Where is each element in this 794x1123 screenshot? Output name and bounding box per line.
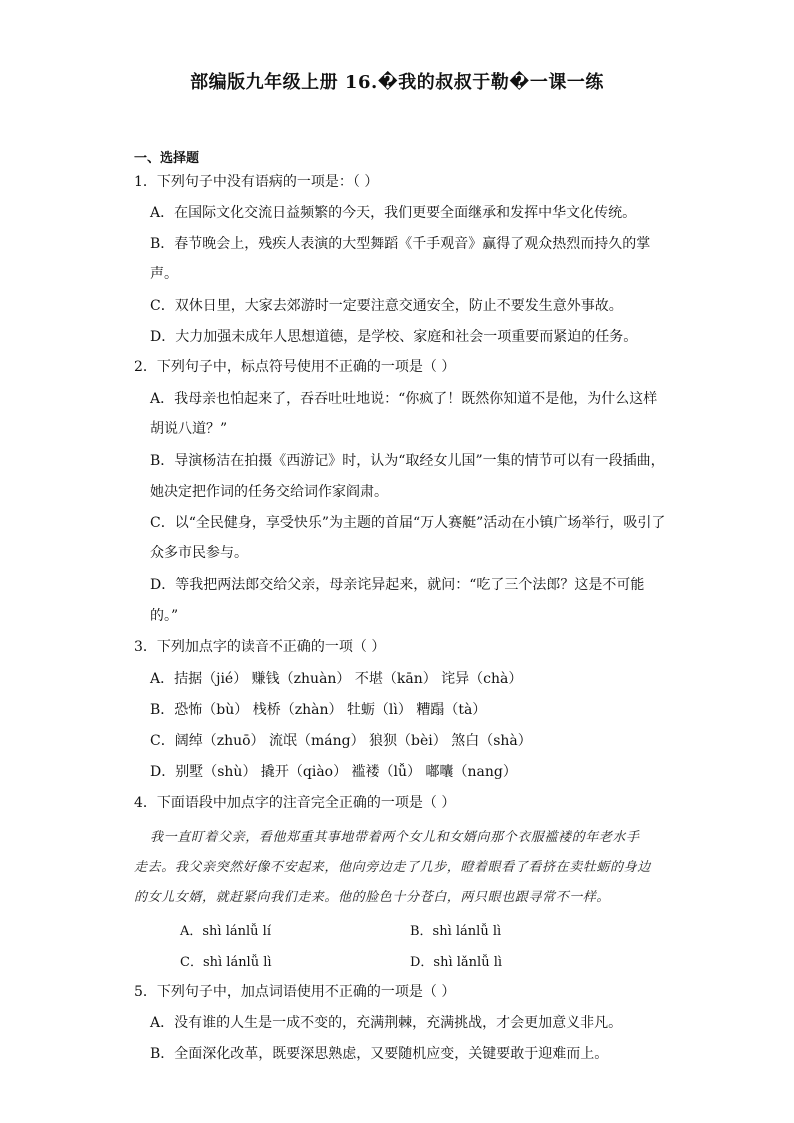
- question-2-option-c: C．以“全民健身，享受快乐”为主题的首届“万人赛艇”活动在小镇广场举行，吸引了: [150, 515, 666, 531]
- question-1-stem: 1．下列句子中没有语病的一项是：（ ）: [134, 174, 379, 190]
- question-2-option-b-cont: 她决定把作词的任务交给词作家阎肃。: [150, 484, 388, 500]
- question-3-stem: 3．下列加点字的读音不正确的一项（ ）: [134, 639, 386, 655]
- section-heading: 一、选择题: [134, 151, 200, 166]
- question-3-option-c: C．阔绰（zhuō） 流氓（máng） 狼狈（bèi） 煞白（shà）: [150, 733, 532, 749]
- question-4-option-d: D．shì lǎnlǚ lì: [410, 955, 503, 970]
- question-1-option-d: D．大力加强未成年人思想道德，是学校、家庭和社会一项重要而紧迫的任务。: [150, 329, 638, 345]
- question-2-option-d-cont: 的。”: [150, 608, 179, 624]
- question-3-option-a: A．拮据（jié） 赚钱（zhuàn） 不堪（kān） 诧异（chà）: [150, 671, 523, 687]
- question-1-option-c: C．双休日里，大家去郊游时一定要注意交通安全，防止不要发生意外事故。: [150, 298, 623, 314]
- question-2-option-c-cont: 众多市民参与。: [150, 545, 248, 561]
- question-4-option-b: B．shì lánlǚ lì: [410, 924, 502, 939]
- question-2-option-b: B．导演杨洁在拍摄《西游记》时，认为“取经女儿国”一集的情节可以有一段插曲，: [150, 453, 665, 469]
- question-2-option-d: D．等我把两法郎交给父亲，母亲诧异起来，就问：“吃了三个法郎？这是不可能: [150, 577, 645, 593]
- page-title: 部编版九年级上册 16.�我的叔叔于勒�一课一练: [190, 72, 604, 93]
- question-4-passage-line-1: 我一直盯着父亲，看他郑重其事地带着两个女儿和女婿向那个衣服褴褛的年老水手: [150, 830, 640, 845]
- question-3-option-d: D．别墅（shù） 撬开（qiào） 褴褛（lǚ） 嘟囔（nang）: [150, 764, 517, 780]
- question-1-option-a: A．在国际文化交流日益频繁的今天，我们更要全面继承和发挥中华文化传统。: [150, 205, 637, 221]
- question-2-option-a-cont: 胡说八道？”: [150, 421, 228, 437]
- question-4-stem: 4．下面语段中加点字的注音完全正确的一项是（ ）: [134, 795, 456, 811]
- question-4-option-c: C．shì lánlǚ lì: [180, 955, 272, 970]
- question-2-stem: 2．下列句子中，标点符号使用不正确的一项是（ ）: [134, 359, 456, 375]
- question-5-option-b: B．全面深化改革，既要深思熟虑，又要随机应变，关键要敢于迎难而上。: [150, 1046, 609, 1062]
- question-5-option-a: A．没有谁的人生是一成不变的，充满荆棘，充满挑战，才会更加意义非凡。: [150, 1015, 623, 1031]
- question-5-stem: 5．下列句子中，加点词语使用不正确的一项是（ ）: [134, 984, 456, 1000]
- question-4-option-a: A．shì lánlǚ lí: [180, 924, 271, 939]
- question-4-passage-line-3: 的女儿女婿，就赶紧向我们走来。他的脸色十分苍白，两只眼也跟寻常不一样。: [134, 890, 611, 905]
- question-2-option-a: A．我母亲也怕起来了，吞吞吐吐地说：“你疯了！既然你知道不是他，为什么这样: [150, 391, 658, 407]
- question-1-option-b: B．春节晚会上，残疾人表演的大型舞蹈《千手观音》赢得了观众热烈而持久的掌: [150, 236, 651, 252]
- question-3-option-b: B．恐怖（bù） 栈桥（zhàn） 牡蛎（lì） 糟蹋（tà）: [150, 702, 487, 718]
- question-4-passage-line-2: 走去。我父亲突然好像不安起来，他向旁边走了几步，瞪着眼看了看挤在卖牡蛎的身边: [134, 860, 651, 875]
- question-1-option-b-cont: 声。: [150, 266, 178, 282]
